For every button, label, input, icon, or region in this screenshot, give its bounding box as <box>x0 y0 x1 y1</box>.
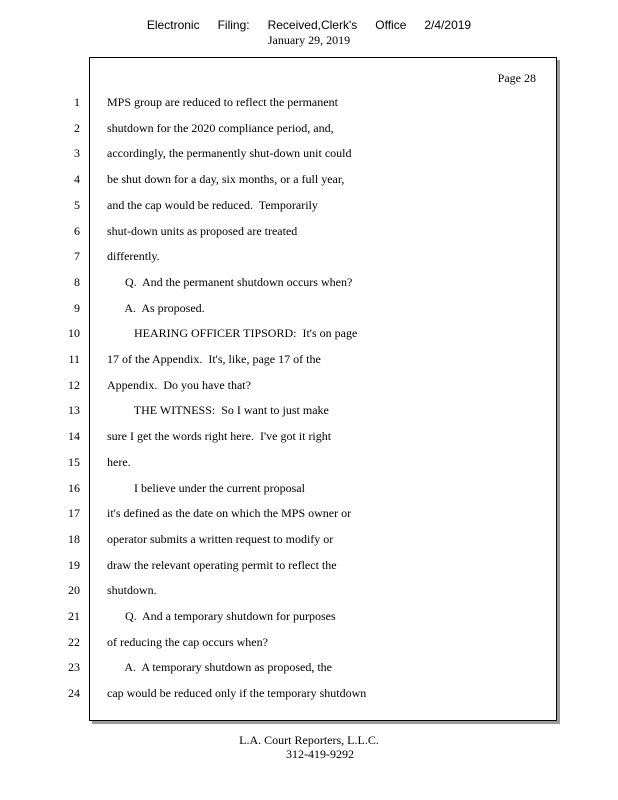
line-number: 3 <box>74 146 80 160</box>
transcript-date: January 29, 2019 <box>267 33 351 47</box>
line-text: operator submits a written request to modify or <box>107 532 334 546</box>
line-number: 9 <box>74 301 80 315</box>
line-text: of reducing the cap occurs when? <box>107 635 268 649</box>
line-number: 6 <box>74 224 80 238</box>
line-number: 17 <box>68 506 80 520</box>
line-text: Q. And the permanent shutdown occurs when? <box>107 275 353 289</box>
line-number: 15 <box>68 455 80 469</box>
line-text: shut-down units as proposed are treated <box>107 224 298 238</box>
line-number: 20 <box>68 583 80 597</box>
filing-word-3: Received,Clerk's <box>267 18 358 32</box>
line-text: Q. And a temporary shutdown for purposes <box>107 609 336 623</box>
line-text: accordingly, the permanently shut-down unit could <box>107 146 352 160</box>
line-text: be shut down for a day, six months, or a full year, <box>107 172 345 186</box>
line-text: HEARING OFFICER TIPSORD: It's on page <box>107 326 358 340</box>
line-text: THE WITNESS: So I want to just make <box>107 403 329 417</box>
line-number: 16 <box>68 481 80 495</box>
line-text: and the cap would be reduced. Temporarily <box>107 198 318 212</box>
filing-word-5: 2/4/2019 <box>424 18 472 32</box>
filing-word-4: Office <box>375 18 407 32</box>
line-text: I believe under the current proposal <box>107 481 305 495</box>
line-text: Appendix. Do you have that? <box>107 378 251 392</box>
line-number: 8 <box>74 275 80 289</box>
line-text: shutdown. <box>107 583 157 597</box>
filing-word-1: Electronic <box>146 18 200 32</box>
line-text: A. As proposed. <box>107 301 205 315</box>
line-number: 22 <box>68 635 80 649</box>
line-text: it's defined as the date on which the MPS owner or <box>107 506 352 520</box>
filing-word-2: Filing: <box>217 18 250 32</box>
line-text: A. A temporary shutdown as proposed, the <box>107 660 332 674</box>
line-number: 13 <box>68 403 80 417</box>
line-number: 14 <box>68 429 80 443</box>
line-text: draw the relevant operating permit to reflect the <box>107 558 337 572</box>
filing-stamp <box>0 18 618 32</box>
line-number: 7 <box>74 249 80 263</box>
line-number: 1 <box>74 95 80 109</box>
line-text: cap would be reduced only if the temporary shutdown <box>107 686 367 700</box>
line-number: 12 <box>68 378 80 392</box>
line-number: 10 <box>68 326 80 340</box>
line-text: here. <box>107 455 131 469</box>
line-number: 24 <box>68 686 80 700</box>
line-text: 17 of the Appendix. It's, like, page 17 of the <box>107 352 321 366</box>
line-number: 5 <box>74 198 80 212</box>
line-number: 21 <box>68 609 80 623</box>
line-number: 19 <box>68 558 80 572</box>
line-number: 18 <box>68 532 80 546</box>
line-number: 11 <box>68 352 80 366</box>
line-number: 4 <box>74 172 80 186</box>
line-text: shutdown for the 2020 compliance period, and, <box>107 121 334 135</box>
line-text: differently. <box>107 249 160 263</box>
filing-header <box>0 18 618 47</box>
line-number: 2 <box>74 121 80 135</box>
line-text: sure I get the words right here. I've got it right <box>107 429 332 443</box>
page-number: Page 28 <box>497 71 536 85</box>
line-number: 23 <box>68 660 80 674</box>
court-reporter-name: L.A. Court Reporters, L.L.C. <box>239 733 379 747</box>
line-text: MPS group are reduced to reflect the permanent <box>107 95 338 109</box>
court-reporter-phone: 312-419-9292 <box>286 747 354 761</box>
footer <box>0 733 618 761</box>
